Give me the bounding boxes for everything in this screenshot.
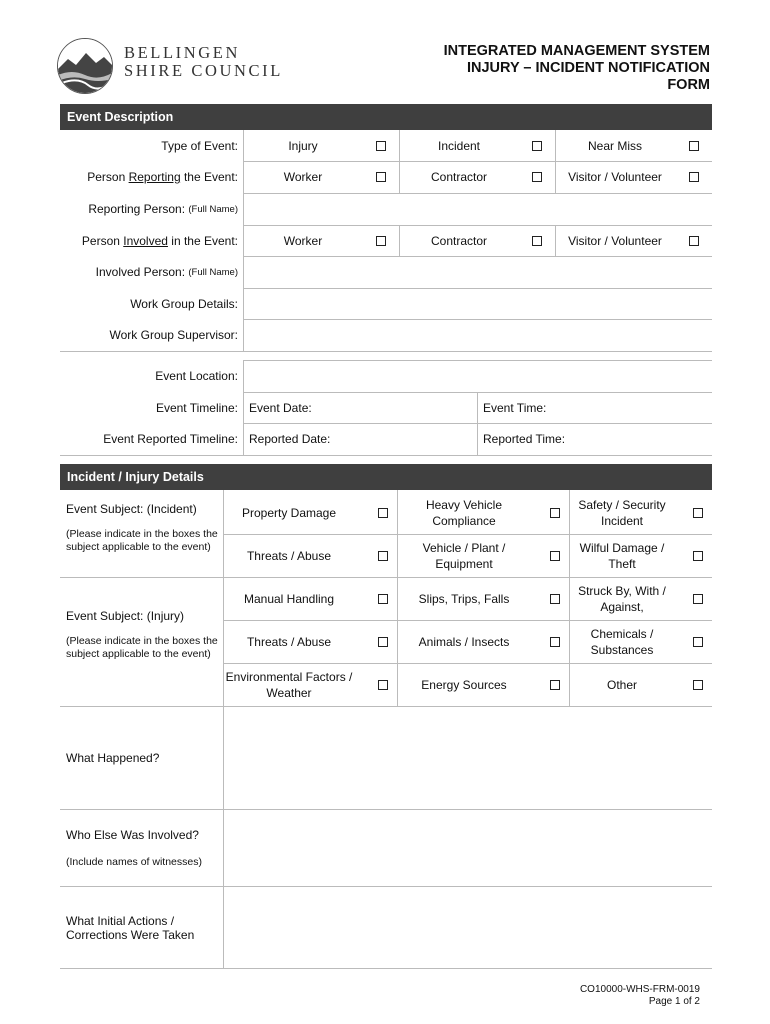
initial-actions-label: What Initial Actions / Corrections Were Taken bbox=[66, 914, 195, 942]
option-threats-abuse-incident: Threats / Abuse bbox=[246, 549, 332, 563]
option-reporting-contractor: Contractor bbox=[430, 170, 488, 184]
form-title-line2: INJURY – INCIDENT NOTIFICATION bbox=[466, 60, 710, 76]
work-group-details-field[interactable] bbox=[244, 288, 712, 319]
event-subject-incident-block bbox=[66, 502, 221, 553]
option-heavy-vehicle-compliance: Heavy Vehicle Compliance bbox=[425, 497, 503, 528]
checkbox-animals-insects[interactable] bbox=[550, 637, 560, 647]
type-of-event-label: Type of Event: bbox=[60, 130, 243, 161]
option-animals-insects: Animals / Insects bbox=[418, 635, 510, 649]
section-header-event-description: Event Description bbox=[60, 104, 712, 130]
option-energy-sources: Energy Sources bbox=[421, 678, 507, 692]
label-text: Reporting Person: bbox=[88, 202, 189, 216]
label-text: in the Event: bbox=[167, 233, 238, 248]
divider bbox=[60, 455, 712, 456]
who-else-field[interactable] bbox=[224, 810, 712, 886]
checkbox-other[interactable] bbox=[693, 680, 703, 690]
checkbox-involved-contractor[interactable] bbox=[532, 236, 542, 246]
reported-time-field[interactable]: Reported Time: bbox=[483, 432, 566, 446]
work-group-supervisor-label: Work Group Supervisor: bbox=[60, 319, 243, 351]
checkbox-safety-security-incident[interactable] bbox=[693, 508, 703, 518]
event-location-field[interactable] bbox=[244, 360, 712, 392]
option-near-miss: Near Miss bbox=[587, 138, 642, 153]
what-happened-field[interactable] bbox=[224, 707, 712, 809]
event-timeline-label: Event Timeline: bbox=[60, 392, 243, 423]
checkbox-struck-by[interactable] bbox=[693, 594, 703, 604]
option-vehicle-plant-equipment: Vehicle / Plant / Equipment bbox=[422, 541, 506, 571]
full-name-hint: (Full Name) bbox=[188, 266, 238, 278]
checkbox-incident[interactable] bbox=[532, 141, 542, 151]
checkbox-reporting-contractor[interactable] bbox=[532, 172, 542, 182]
checkbox-vehicle-plant-equipment[interactable] bbox=[550, 551, 560, 561]
label-text: Person bbox=[87, 170, 129, 184]
label-text: the Event: bbox=[180, 170, 238, 184]
council-logo bbox=[57, 38, 113, 94]
option-other: Other bbox=[606, 678, 637, 692]
option-injury: Injury bbox=[288, 138, 318, 153]
form-title bbox=[350, 43, 710, 94]
involved-person-label bbox=[60, 256, 243, 288]
checkbox-threats-abuse-injury[interactable] bbox=[378, 637, 388, 647]
option-struck-by: Struck By, With / Against, bbox=[578, 584, 666, 614]
option-property-damage: Property Damage bbox=[241, 505, 337, 520]
divider bbox=[60, 968, 712, 969]
form-title-line1: INTEGRATED MANAGEMENT SYSTEM bbox=[443, 43, 710, 59]
option-wilful-damage-theft: Wilful Damage / Theft bbox=[579, 541, 665, 571]
work-group-details-label: Work Group Details: bbox=[60, 288, 243, 319]
page-number: Page 1 of 2 bbox=[648, 996, 700, 1007]
person-reporting-label bbox=[60, 161, 243, 193]
checkbox-reporting-worker[interactable] bbox=[376, 172, 386, 182]
reporting-person-label bbox=[60, 193, 243, 225]
option-slips-trips-falls: Slips, Trips, Falls bbox=[418, 592, 510, 606]
option-chemicals-substances: Chemicals / Substances bbox=[590, 627, 654, 657]
reported-date-field[interactable]: Reported Date: bbox=[249, 432, 331, 446]
indicate-note: (Please indicate in the boxes the subject applicable to the event) bbox=[66, 528, 218, 553]
label-text: Involved Person: bbox=[95, 265, 189, 279]
event-subject-injury-block bbox=[66, 609, 221, 660]
option-incident: Incident bbox=[437, 138, 481, 153]
option-involved-worker: Worker bbox=[283, 233, 323, 248]
checkbox-environmental-factors[interactable] bbox=[378, 680, 388, 690]
form-title-line3: FORM bbox=[667, 77, 710, 93]
option-reporting-worker: Worker bbox=[283, 170, 323, 184]
who-else-label: Who Else Was Involved? bbox=[66, 828, 199, 842]
checkbox-threats-abuse-incident[interactable] bbox=[378, 551, 388, 561]
label-text-underlined: Involved bbox=[123, 233, 168, 248]
section-header-incident-details: Incident / Injury Details bbox=[60, 464, 712, 490]
event-date-field[interactable]: Event Date: bbox=[249, 400, 312, 415]
checkbox-injury[interactable] bbox=[376, 141, 386, 151]
event-subject-incident-label: Event Subject: (Incident) bbox=[66, 502, 197, 516]
indicate-note: (Please indicate in the boxes the subject applicable to the event) bbox=[66, 635, 218, 660]
checkbox-near-miss[interactable] bbox=[689, 141, 699, 151]
council-name bbox=[124, 44, 283, 80]
option-involved-visitor: Visitor / Volunteer bbox=[568, 233, 662, 248]
checkbox-involved-visitor[interactable] bbox=[689, 236, 699, 246]
label-text: Person bbox=[81, 233, 124, 248]
event-location-label: Event Location: bbox=[60, 360, 243, 392]
option-safety-security-incident: Safety / Security Incident bbox=[578, 497, 666, 528]
what-happened-label: What Happened? bbox=[66, 751, 160, 765]
checkbox-involved-worker[interactable] bbox=[376, 236, 386, 246]
checkbox-reporting-visitor[interactable] bbox=[689, 172, 699, 182]
checkbox-energy-sources[interactable] bbox=[550, 680, 560, 690]
checkbox-manual-handling[interactable] bbox=[378, 594, 388, 604]
full-name-hint: (Full Name) bbox=[188, 203, 238, 215]
reporting-person-field[interactable] bbox=[244, 193, 712, 225]
event-subject-injury-label: Event Subject: (Injury) bbox=[66, 609, 185, 623]
document-code: CO10000-WHS-FRM-0019 bbox=[579, 984, 700, 995]
option-reporting-visitor: Visitor / Volunteer bbox=[568, 170, 662, 184]
initial-actions-field[interactable] bbox=[224, 887, 712, 968]
divider bbox=[60, 351, 712, 352]
who-else-note: (Include names of witnesses) bbox=[66, 856, 202, 868]
checkbox-property-damage[interactable] bbox=[378, 508, 388, 518]
council-name-line1: BELLINGEN bbox=[124, 43, 240, 62]
event-time-field[interactable]: Event Time: bbox=[483, 400, 547, 415]
council-name-line2: SHIRE COUNCIL bbox=[124, 61, 283, 80]
person-involved-label bbox=[60, 225, 243, 256]
involved-person-field[interactable] bbox=[244, 256, 712, 288]
event-reported-timeline-label: Event Reported Timeline: bbox=[60, 423, 243, 455]
label-text-underlined: Reporting bbox=[128, 170, 181, 184]
option-involved-contractor: Contractor bbox=[430, 233, 488, 248]
checkbox-heavy-vehicle-compliance[interactable] bbox=[550, 508, 560, 518]
option-environmental-factors: Environmental Factors / Weather bbox=[225, 670, 353, 700]
work-group-supervisor-field[interactable] bbox=[244, 319, 712, 351]
option-threats-abuse-injury: Threats / Abuse bbox=[246, 635, 332, 649]
footer bbox=[580, 984, 700, 1008]
option-manual-handling: Manual Handling bbox=[243, 592, 335, 606]
checkbox-slips-trips-falls[interactable] bbox=[550, 594, 560, 604]
checkbox-wilful-damage-theft[interactable] bbox=[693, 551, 703, 561]
checkbox-chemicals-substances[interactable] bbox=[693, 637, 703, 647]
